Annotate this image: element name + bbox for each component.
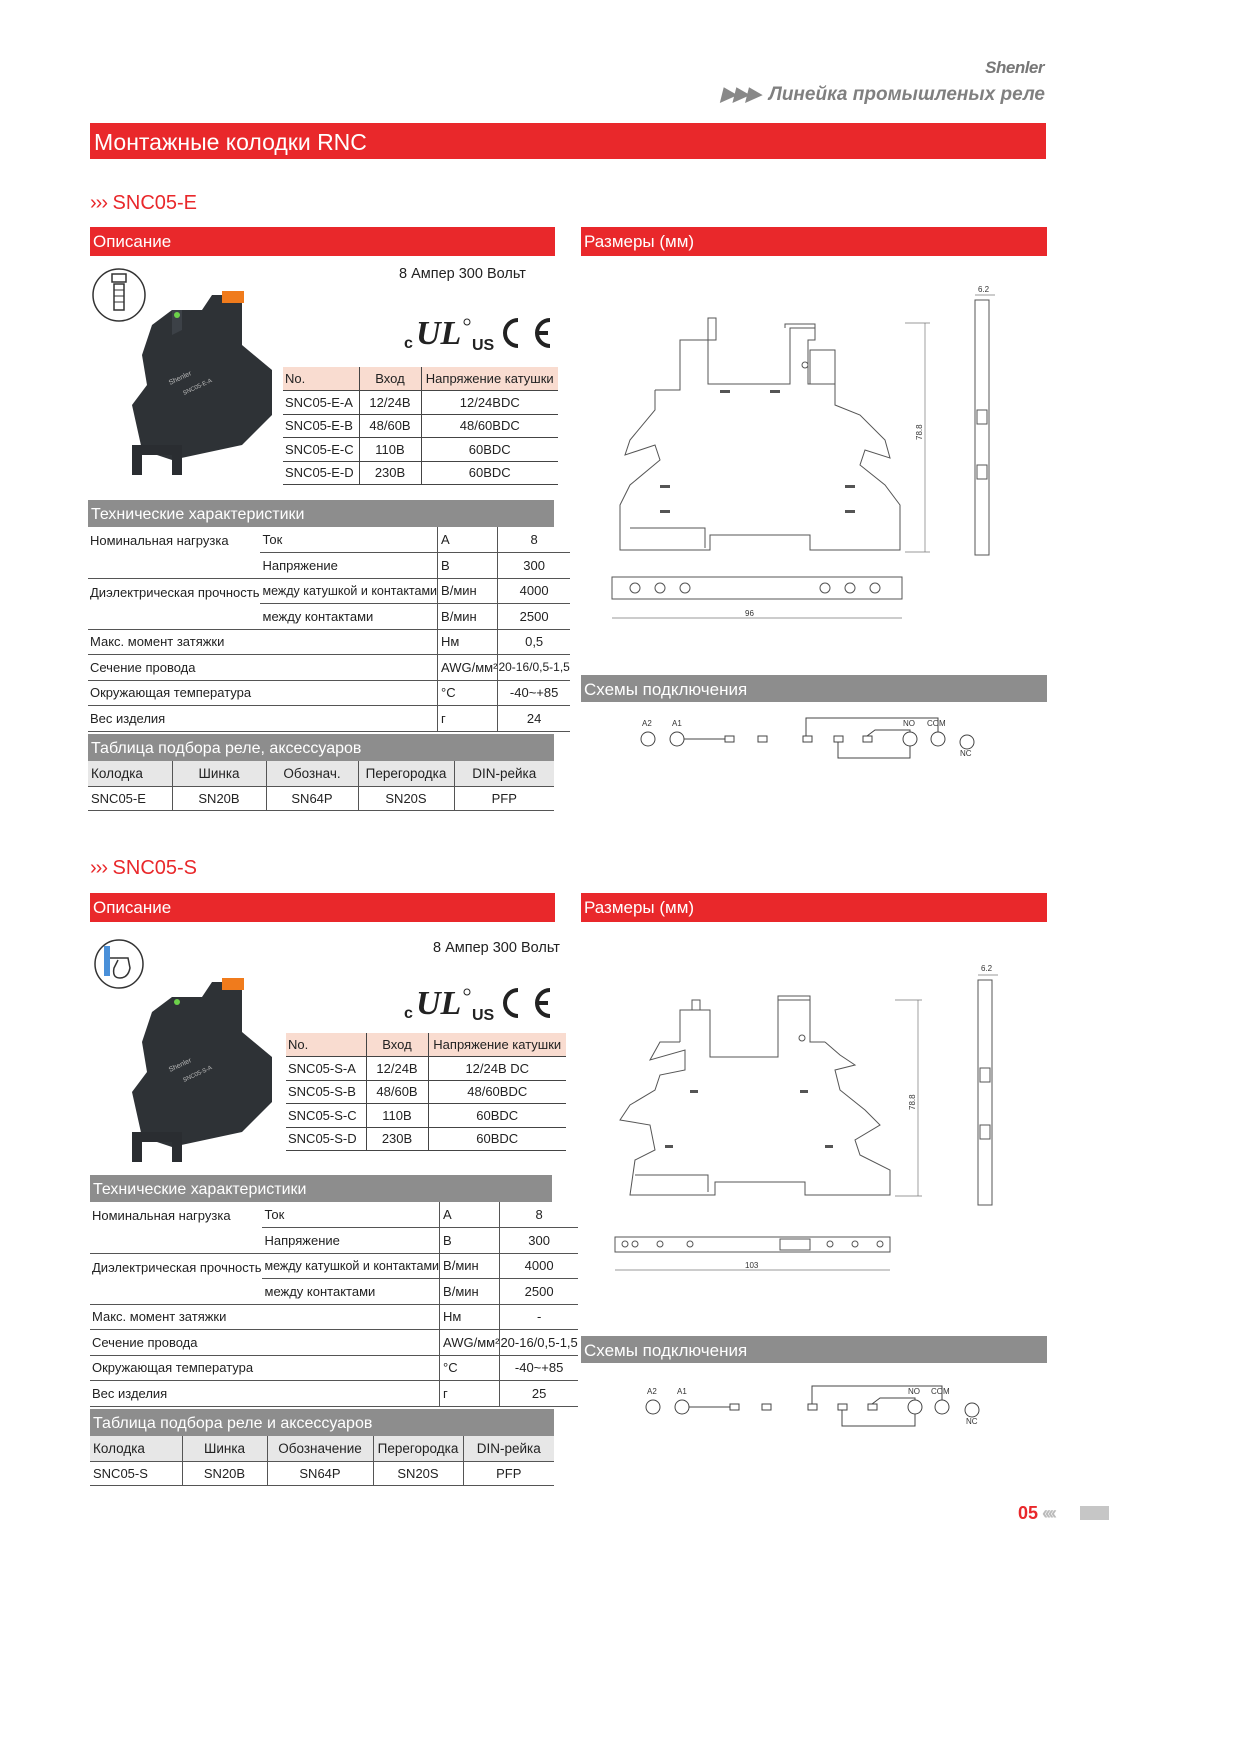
- svg-text:Shenler: Shenler: [167, 1057, 193, 1074]
- product-model-title: ››› SNC05-S: [90, 857, 198, 879]
- spec-label: Диэлектрическая прочность: [88, 578, 260, 629]
- table-cell: 60BDC: [421, 461, 558, 485]
- dim-thickness-label: 6.2: [978, 285, 990, 294]
- certification-logos: [400, 310, 560, 356]
- wiring-diagram: [640, 1380, 1000, 1435]
- table-cell: 8: [498, 527, 570, 553]
- table-cell: Диэлектрическая прочность: [90, 1253, 262, 1304]
- spec-label: Номинальная нагрузка: [88, 527, 260, 578]
- wiring-label-a1: A1: [672, 719, 682, 728]
- tagline-text: Линейка промышленых реле: [768, 84, 1045, 105]
- table-cell: 60BDC: [428, 1127, 566, 1151]
- table-cell: 60BDC: [421, 438, 558, 462]
- product-model-title: ››› SNC05-E: [90, 192, 198, 214]
- header-tagline: [721, 83, 1045, 106]
- table-cell: В/мин: [438, 604, 498, 630]
- table-cell: А: [438, 527, 498, 553]
- svg-text:c: c: [404, 1005, 413, 1022]
- table-cell: PFP: [463, 1461, 554, 1485]
- table-cell: 2500: [498, 604, 570, 630]
- table-row: [286, 1080, 566, 1104]
- table-cell: SN64P: [266, 786, 358, 810]
- table-cell: Окружающая температура: [90, 1355, 440, 1381]
- wiring-label-no: NO: [903, 719, 915, 728]
- table-cell: Сечение провода: [88, 655, 438, 681]
- table-row: [286, 1104, 566, 1128]
- table-cell: SN20S: [358, 786, 454, 810]
- table-row: [283, 438, 558, 462]
- svg-text:US: US: [472, 1007, 495, 1024]
- product-photo: [122, 972, 282, 1167]
- table-cell: 12/24В DC: [428, 1057, 566, 1081]
- table-cell: между контактами: [260, 604, 438, 630]
- svg-text:Shenler: Shenler: [167, 370, 193, 387]
- col-coil: Напряжение катушки: [421, 367, 558, 391]
- table-cell: 0,5: [498, 629, 570, 655]
- table-cell: 12/24В: [359, 391, 421, 415]
- table-cell: Вес изделия: [88, 706, 438, 732]
- table-header-cell: Колодка: [90, 1436, 182, 1461]
- rating-text: 8 Ампер 300 Вольт: [399, 266, 526, 282]
- table-cell: 48/60В: [366, 1080, 428, 1104]
- accessories-table: [90, 1436, 554, 1486]
- rating-text: 8 Ампер 300 Вольт: [433, 940, 560, 956]
- table-cell: 230В: [359, 461, 421, 485]
- table-cell: AWG/мм²: [440, 1330, 500, 1356]
- wiring-diagram: [630, 712, 990, 767]
- description-header: Описание: [90, 227, 555, 256]
- brand-logo: Shenler: [985, 58, 1044, 77]
- dim-height-label: 78.8: [915, 424, 924, 440]
- wiring-header: Схемы подключения: [581, 675, 1047, 702]
- table-header-cell: Перегородка: [373, 1436, 463, 1461]
- page-number: 05 ‹‹‹‹: [1017, 1503, 1054, 1523]
- table-cell: Ток: [260, 527, 438, 553]
- table-cell: 25: [500, 1381, 578, 1407]
- table-cell: В/мин: [438, 578, 498, 604]
- table-cell: 300: [498, 553, 570, 579]
- chevrons-icon: ‹‹‹‹: [1042, 1503, 1054, 1523]
- table-cell: SNC05-S-A: [286, 1057, 366, 1081]
- table-row: [283, 461, 558, 485]
- specs-header: Технические характеристики: [90, 1175, 552, 1202]
- table-header-cell: Напряжение катушки: [428, 1033, 566, 1057]
- table-cell: А: [440, 1202, 500, 1228]
- description-header: Описание: [90, 893, 555, 922]
- svg-text:US: US: [472, 337, 495, 354]
- product-photo: [122, 285, 282, 480]
- table-row: [283, 414, 558, 438]
- col-no: No.: [283, 367, 359, 391]
- table-cell: Сечение провода: [90, 1330, 440, 1356]
- specs-table: [90, 1202, 578, 1407]
- table-cell: AWG/мм²: [438, 655, 498, 681]
- table-cell: 4000: [500, 1253, 578, 1279]
- svg-text:A1: A1: [677, 1387, 687, 1396]
- dimension-drawing: [600, 960, 1020, 1280]
- table-header-cell: Колодка: [88, 761, 172, 786]
- table-cell: SN20B: [172, 786, 266, 810]
- svg-text:SNC05-S-A: SNC05-S-A: [182, 1065, 214, 1084]
- col-input: Вход: [359, 367, 421, 391]
- table-cell: 24: [498, 706, 570, 732]
- table-cell: Макс. момент затяжки: [90, 1304, 440, 1330]
- table-cell: Вес изделия: [90, 1381, 440, 1407]
- table-cell: 8: [500, 1202, 578, 1228]
- table-header-cell: Шинка: [182, 1436, 267, 1461]
- table-cell: 300: [500, 1228, 578, 1254]
- svg-text:NO: NO: [908, 1387, 920, 1396]
- table-cell: 110В: [359, 438, 421, 462]
- table-cell: SNC05-E-D: [283, 461, 359, 485]
- table-cell: В: [440, 1228, 500, 1254]
- table-header-cell: DIN-рейка: [463, 1436, 554, 1461]
- table-cell: °C: [440, 1355, 500, 1381]
- page-title: Монтажные колодки RNC: [90, 123, 1046, 159]
- table-cell: SN64P: [267, 1461, 373, 1485]
- table-cell: SNC05-E-A: [283, 391, 359, 415]
- table-header-cell: Вход: [366, 1033, 428, 1057]
- svg-text:SNC05-E-A: SNC05-E-A: [182, 378, 214, 397]
- table-cell: Напряжение: [262, 1228, 440, 1254]
- table-cell: 12/24В: [366, 1057, 428, 1081]
- table-cell: г: [440, 1381, 500, 1407]
- accessories-header: Таблица подбора реле, аксессуаров: [88, 734, 554, 761]
- table-cell: В: [438, 553, 498, 579]
- dim-width-label: 103: [745, 1261, 759, 1270]
- dimensions-header: Размеры (мм): [581, 227, 1047, 256]
- table-header-cell: No.: [286, 1033, 366, 1057]
- table-cell: Ток: [262, 1202, 440, 1228]
- table-cell: Нм: [440, 1304, 500, 1330]
- table-cell: между контактами: [262, 1279, 440, 1305]
- model-table: [286, 1033, 566, 1151]
- table-row: [88, 786, 554, 810]
- model-table: [283, 367, 558, 485]
- table-header-cell: Шинка: [172, 761, 266, 786]
- table-cell: SNC05-E-C: [283, 438, 359, 462]
- table-cell: В/мин: [440, 1279, 500, 1305]
- table-cell: 12/24BDC: [421, 391, 558, 415]
- table-cell: Напряжение: [260, 553, 438, 579]
- table-cell: SNC05-E-B: [283, 414, 359, 438]
- table-cell: SNC05-S: [90, 1461, 182, 1485]
- table-row: [286, 1127, 566, 1151]
- table-cell: 48/60BDC: [428, 1080, 566, 1104]
- table-header-cell: DIN-рейка: [454, 761, 554, 786]
- table-cell: Макс. момент затяжки: [88, 629, 438, 655]
- dim-thickness-label: 6.2: [981, 964, 993, 973]
- wiring-label-nc: NC: [960, 749, 972, 758]
- table-cell: SN20B: [182, 1461, 267, 1485]
- certification-logos: [400, 980, 560, 1026]
- table-cell: °C: [438, 680, 498, 706]
- table-cell: В/мин: [440, 1253, 500, 1279]
- table-cell: между катушкой и контактами: [260, 578, 438, 604]
- svg-text:UL: UL: [416, 985, 462, 1022]
- table-header-cell: Обознач.: [266, 761, 358, 786]
- table-cell: 20-16/0,5-1,5: [498, 655, 570, 681]
- table-cell: -40~+85: [500, 1355, 578, 1381]
- svg-text:COM: COM: [931, 1387, 950, 1396]
- dim-width-label: 96: [745, 609, 754, 618]
- table-cell: 20-16/0,5-1,5: [500, 1330, 578, 1356]
- table-cell: 230В: [366, 1127, 428, 1151]
- table-header-cell: Перегородка: [358, 761, 454, 786]
- table-cell: 4000: [498, 578, 570, 604]
- dimensions-header: Размеры (мм): [581, 893, 1047, 922]
- accessories-header: Таблица подбора реле и аксессуаров: [90, 1409, 554, 1436]
- table-cell: 2500: [500, 1279, 578, 1305]
- table-cell: -40~+85: [498, 680, 570, 706]
- dim-height-label: 78.8: [908, 1094, 917, 1110]
- wiring-label-com: COM: [927, 719, 946, 728]
- table-cell: 110В: [366, 1104, 428, 1128]
- table-cell: SN20S: [373, 1461, 463, 1485]
- table-cell: между катушкой и контактами: [262, 1253, 440, 1279]
- wiring-label-a2: A2: [642, 719, 652, 728]
- wiring-header: Схемы подключения: [581, 1336, 1047, 1363]
- accessories-table: [88, 761, 554, 811]
- table-cell: SNC05-S-C: [286, 1104, 366, 1128]
- specs-table: [88, 527, 570, 732]
- table-cell: SNC05-S-D: [286, 1127, 366, 1151]
- table-cell: Окружающая температура: [88, 680, 438, 706]
- table-row: [283, 391, 558, 415]
- table-cell: PFP: [454, 786, 554, 810]
- svg-text:UL: UL: [416, 315, 462, 352]
- table-cell: SNC05-E: [88, 786, 172, 810]
- table-cell: Нм: [438, 629, 498, 655]
- svg-text:NC: NC: [966, 1417, 978, 1426]
- table-row: [286, 1057, 566, 1081]
- table-row: [90, 1461, 554, 1485]
- table-cell: -: [500, 1304, 578, 1330]
- table-cell: SNC05-S-B: [286, 1080, 366, 1104]
- triple-arrow-icon: ▶▶▶: [720, 84, 759, 105]
- table-header-cell: Обозначение: [267, 1436, 373, 1461]
- table-header-row: [286, 1033, 566, 1057]
- table-cell: г: [438, 706, 498, 732]
- table-cell: 48/60BDC: [421, 414, 558, 438]
- dimension-drawing: [600, 280, 1020, 630]
- svg-text:A2: A2: [647, 1387, 657, 1396]
- svg-text:c: c: [404, 335, 413, 352]
- specs-header: Технические характеристики: [88, 500, 554, 527]
- table-cell: 48/60В: [359, 414, 421, 438]
- table-header-row: [283, 367, 558, 391]
- page-tab-decoration: [1080, 1506, 1109, 1520]
- table-cell: Номинальная нагрузка: [90, 1202, 262, 1253]
- table-cell: 60BDC: [428, 1104, 566, 1128]
